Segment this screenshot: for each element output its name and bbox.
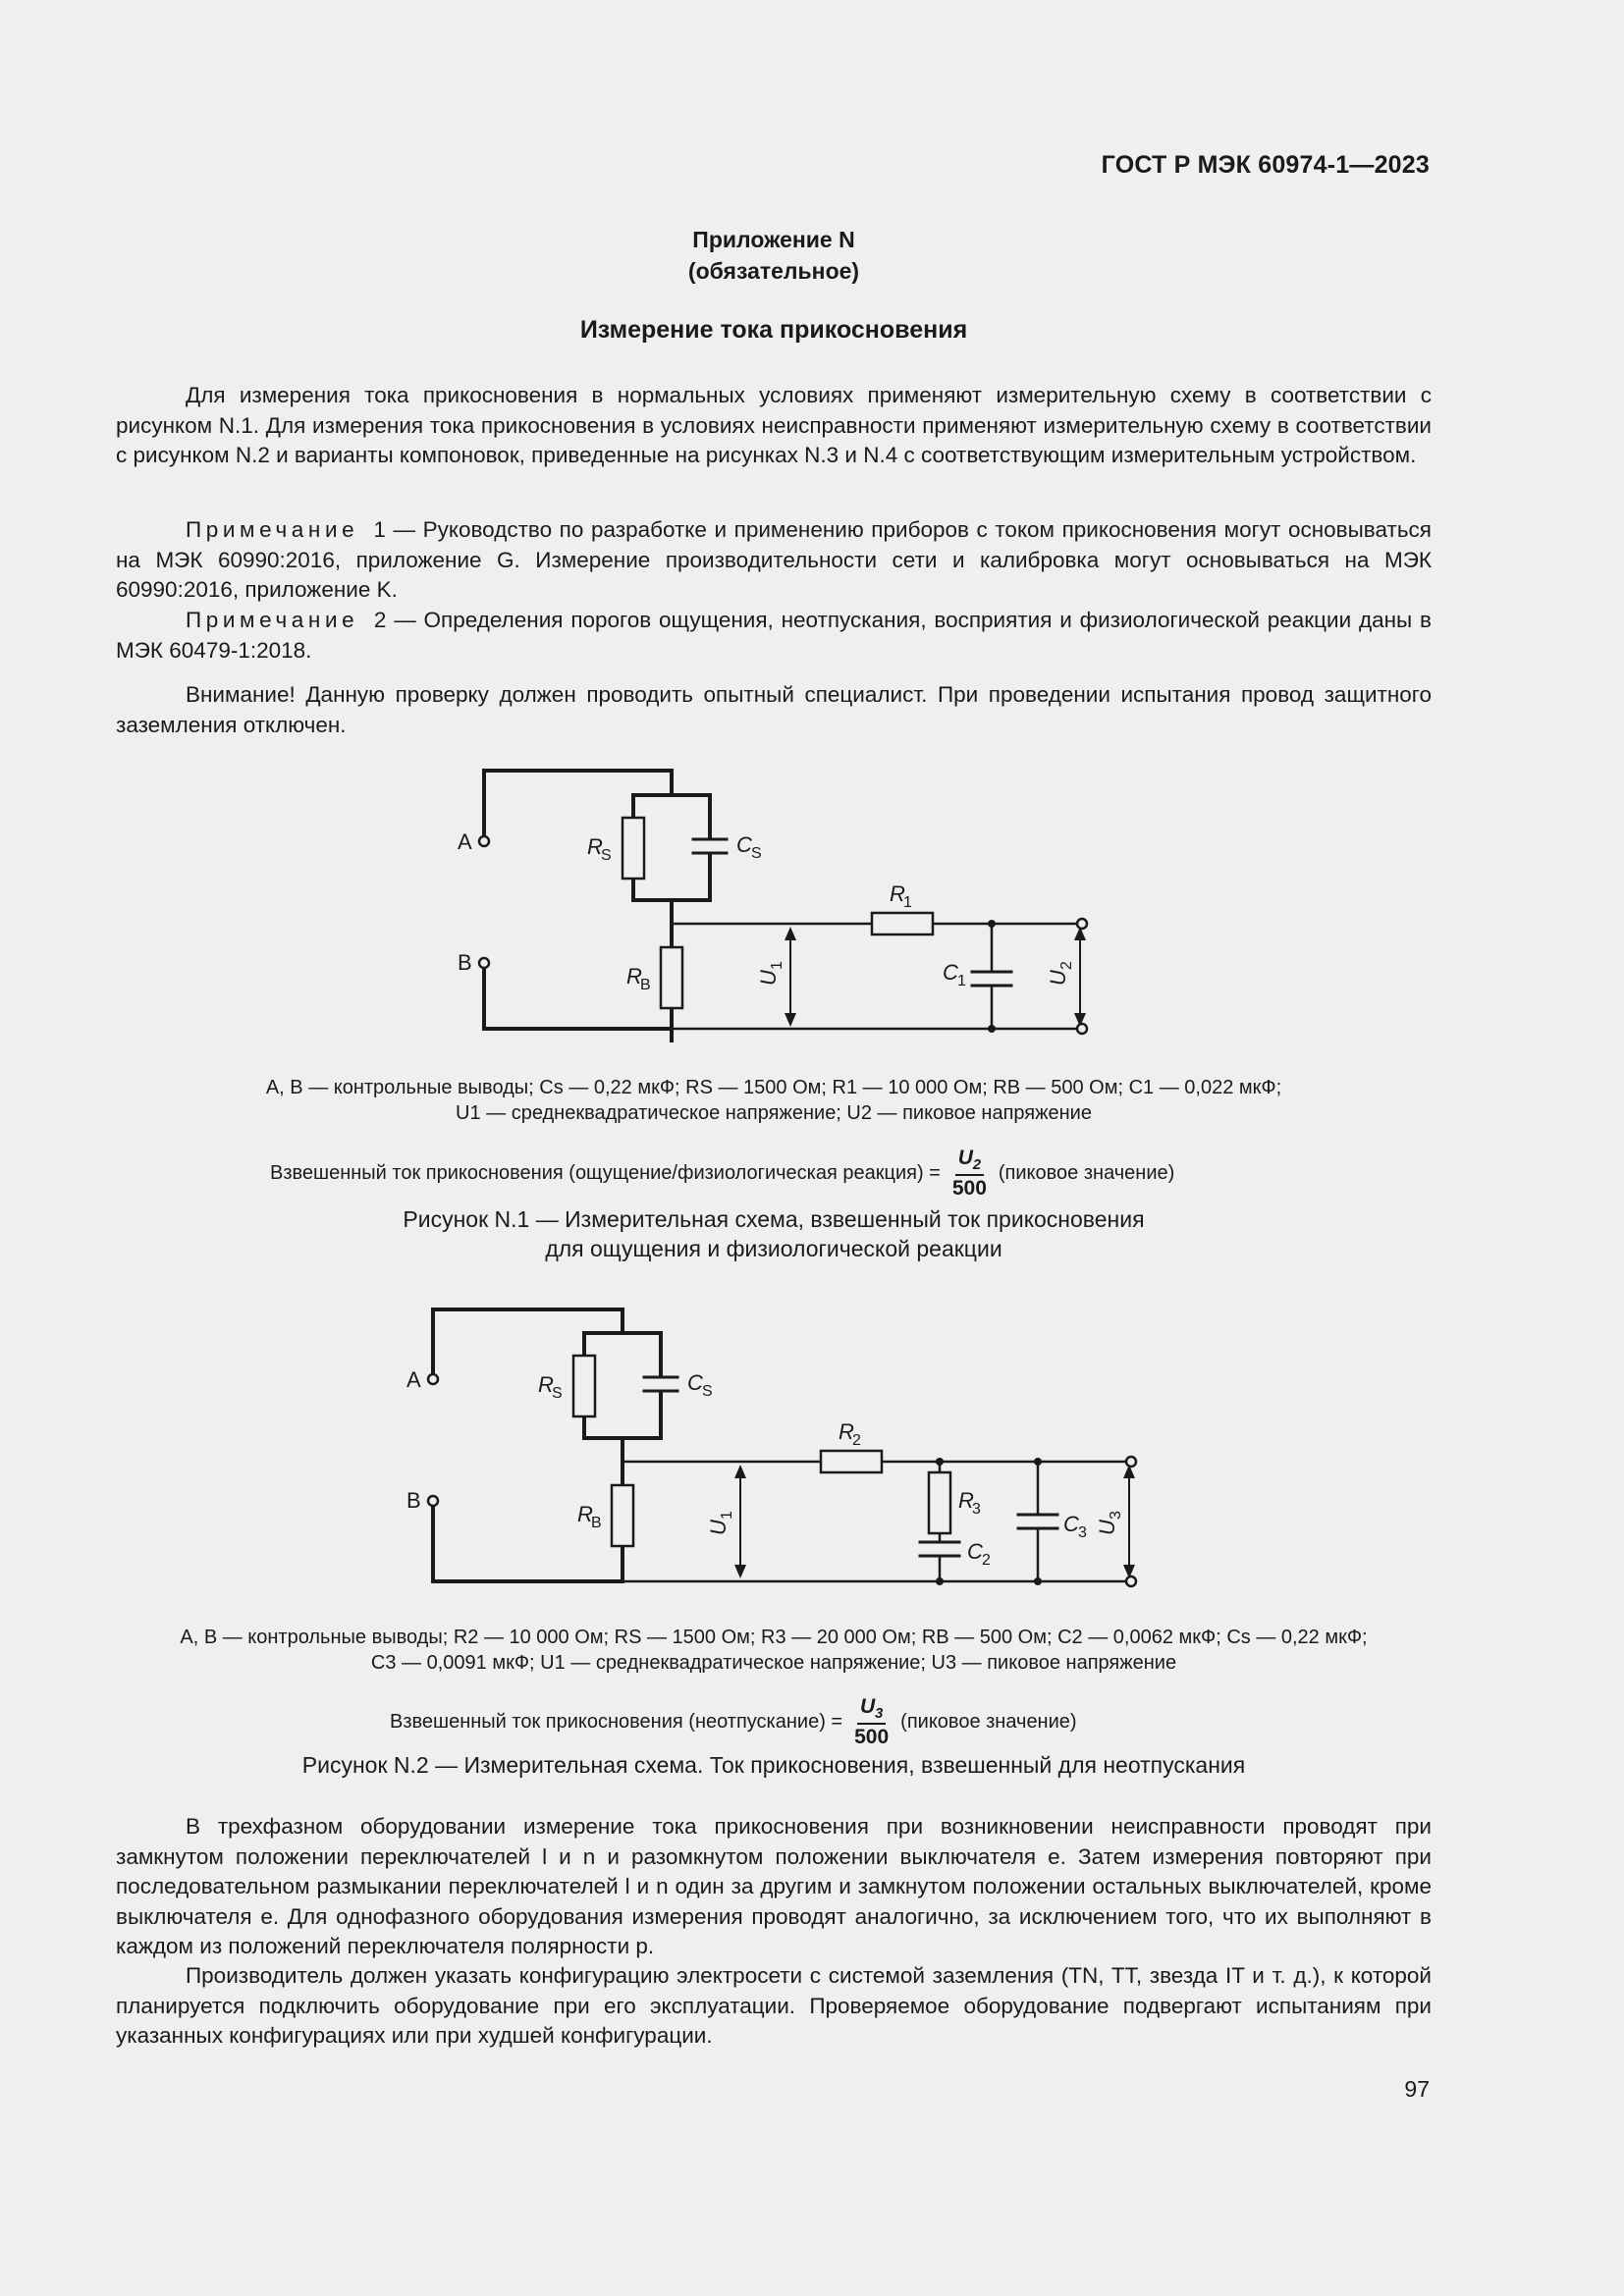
figure-2-fraction-numerator xyxy=(857,1695,886,1725)
fig2-label-u1-sub: 1 xyxy=(719,1511,735,1520)
figure-1-fraction-denominator: 500 xyxy=(951,1177,987,1201)
fig2-label-cs-sub: S xyxy=(702,1383,713,1400)
standard-number: ГОСТ Р МЭК 60974-1—2023 xyxy=(1101,151,1430,179)
figure-1-caption-line-1: Рисунок N.1 — Измерительная схема, взвешенный ток прикосновения xyxy=(403,1206,1145,1232)
fig1-label-r1-sub: 1 xyxy=(903,894,912,911)
figure-1-legend xyxy=(116,1075,1432,1126)
fig2-label-a: A xyxy=(406,1367,421,1392)
figure-1-formula xyxy=(270,1147,1174,1201)
fig1-label-b: B xyxy=(458,950,472,975)
note-1 xyxy=(116,515,1432,606)
note-1-number: 1 xyxy=(373,517,386,542)
fig1-label-c1: C xyxy=(943,960,958,985)
figure-1-circuit xyxy=(442,756,1110,1050)
note-2-text: — Определения порогов ощущения, неотпускания, восприятия и физиологической реакции даны в МЭК 60479-1:2018. xyxy=(116,608,1432,663)
fig1-label-rs: R xyxy=(587,834,603,859)
note-2-number: 2 xyxy=(373,608,387,632)
fig1-label-u2: U xyxy=(1046,970,1070,986)
note-2 xyxy=(116,606,1432,666)
fig2-label-u1: U xyxy=(706,1520,731,1535)
figure-1-formula-suffix: (пиковое значение) xyxy=(998,1162,1175,1185)
figure-2-legend-line-2: C3 — 0,0091 мкФ; U1 — среднеквадратическое напряжение; U3 — пиковое напряжение xyxy=(370,1652,1177,1674)
figure-1-caption xyxy=(116,1204,1432,1263)
body-paragraph-1: В трехфазном оборудовании измерение тока прикосновения при возникновении неисправности проводят при замкнутом положении переключателей l и n и разомкнутом положении выключателя e. Затем измерения повторяют при последовательном размыкании переключателей l и n один за другим и замкнутом положении остальных выключателей, кроме выключателя e. Для однофазного оборудования измерения проводят аналогично, за исключением того, что их выполняют в каждом из положений переключателя полярности p. xyxy=(116,1814,1432,1958)
figure-1-legend-line-2: U1 — среднеквадратическое напряжение; U2 — пиковое напряжение xyxy=(456,1102,1092,1124)
intro-paragraph: Для измерения тока прикосновения в нормальных условиях применяют измерительную схему в соответствии с рисунком N.1. Для измерения тока прикосновения в условиях неисправности применяют измерительную схему в соответствии с рисунком N.2 и варианты компоновок, приведенные на рисунках N.3 и N.4 с соответствующим измерительным устройством. xyxy=(116,383,1432,467)
fig2-label-c3: C xyxy=(1063,1512,1079,1536)
figure-2-fraction-denominator: 500 xyxy=(854,1726,890,1749)
fig2-label-r3-sub: 3 xyxy=(972,1501,981,1518)
figure-2-legend-line-1: A, B — контрольные выводы; R2 — 10 000 Ом; RS — 1500 Ом; R3 — 20 000 Ом; RB — 500 Ом; C2 — 0,0062 мкФ; Cs — 0,22 мкФ; xyxy=(180,1627,1368,1648)
figure-2-fraction xyxy=(854,1695,889,1749)
figure-2-circuit xyxy=(393,1296,1159,1590)
fig2-label-c3-sub: 3 xyxy=(1078,1524,1087,1541)
fig1-label-cs-sub: S xyxy=(751,845,762,862)
fig2-label-rb-sub: B xyxy=(591,1515,602,1531)
annex-title: Измерение тока прикосновения xyxy=(579,316,968,344)
figure-2-formula xyxy=(390,1695,1077,1749)
fig2-label-c2: C xyxy=(967,1539,983,1564)
figure-2-formula-suffix: (пиковое значение) xyxy=(900,1711,1077,1734)
fig2-label-rs-sub: S xyxy=(552,1385,563,1402)
annex-heading xyxy=(116,224,1432,287)
body-paragraph-2: Производитель должен указать конфигурацию электросети с системой заземления (TN, TT, звезда IT и т. д.), к которой планируется подключить оборудование при его эксплуатации. Проверяемое оборудование подвергают испытаниям при указанных конфигурациях или при худшей конфигурации. xyxy=(116,1963,1432,2048)
figure-2-formula-text: Взвешенный ток прикосновения (неотпускание) = xyxy=(390,1711,843,1734)
fig1-label-a: A xyxy=(458,829,472,854)
figure-1-numerator-sub: 2 xyxy=(972,1157,982,1174)
figure-1-caption-line-2: для ощущения и физиологической реакции xyxy=(545,1236,1002,1261)
figure-1-fraction-numerator xyxy=(955,1147,984,1176)
fig1-label-cs: C xyxy=(736,832,752,857)
figure-1-legend-line-1: A, B — контрольные выводы; Cs — 0,22 мкФ; RS — 1500 Ом; R1 — 10 000 Ом; RB — 500 Ом; C1 — 0,022 мкФ; xyxy=(265,1077,1282,1098)
figure-2-numerator-symbol: U xyxy=(859,1695,876,1718)
fig1-label-rs-sub: S xyxy=(601,847,612,864)
note-1-text: — Руководство по разработке и применению приборов с током прикосновения могут основываться на МЭК 60990:2016, приложение G. Измерение производительности сети и калибровка могут основываться на МЭК 60990:2016, приложение K. xyxy=(116,517,1432,602)
fig2-label-u3-sub: 3 xyxy=(1108,1511,1124,1520)
fig1-label-u1: U xyxy=(756,970,781,986)
fig2-label-u3: U xyxy=(1095,1520,1119,1535)
figure-2-numerator-sub: 3 xyxy=(875,1706,884,1723)
fig2-label-r2-sub: 2 xyxy=(852,1432,861,1449)
note-1-label: Примечание xyxy=(186,517,359,542)
figure-1-numerator-symbol: U xyxy=(957,1147,973,1169)
figure-1-fraction xyxy=(952,1147,987,1201)
fig1-label-u2-sub: 2 xyxy=(1058,961,1075,970)
fig2-label-b: B xyxy=(406,1488,421,1513)
fig1-label-u1-sub: 1 xyxy=(769,961,785,970)
fig2-label-rs: R xyxy=(538,1372,554,1397)
fig2-label-rb: R xyxy=(577,1502,593,1526)
note-2-label: Примечание xyxy=(186,608,359,632)
figure-2-legend xyxy=(116,1625,1432,1676)
annex-name: Приложение N xyxy=(692,227,855,252)
figure-2-caption: Рисунок N.2 — Измерительная схема. Ток прикосновения, взвешенный для неотпускания xyxy=(301,1752,1246,1778)
fig1-label-r1: R xyxy=(890,881,905,906)
fig2-label-cs: C xyxy=(687,1370,703,1395)
fig2-label-r2: R xyxy=(839,1419,854,1444)
fig2-label-c2-sub: 2 xyxy=(982,1552,991,1569)
fig1-label-rb-sub: B xyxy=(640,977,651,993)
fig1-label-c1-sub: 1 xyxy=(957,973,966,989)
warning-paragraph: Внимание! Данную проверку должен проводить опытный специалист. При проведении испытания провод защитного заземления отключен. xyxy=(116,682,1432,737)
fig1-label-rb: R xyxy=(626,964,642,988)
fig2-label-r3: R xyxy=(958,1488,974,1513)
annex-status: (обязательное) xyxy=(687,258,860,284)
figure-1-formula-text: Взвешенный ток прикосновения (ощущение/физиологическая реакция) = xyxy=(270,1162,941,1185)
page-number: 97 xyxy=(1404,2076,1430,2102)
